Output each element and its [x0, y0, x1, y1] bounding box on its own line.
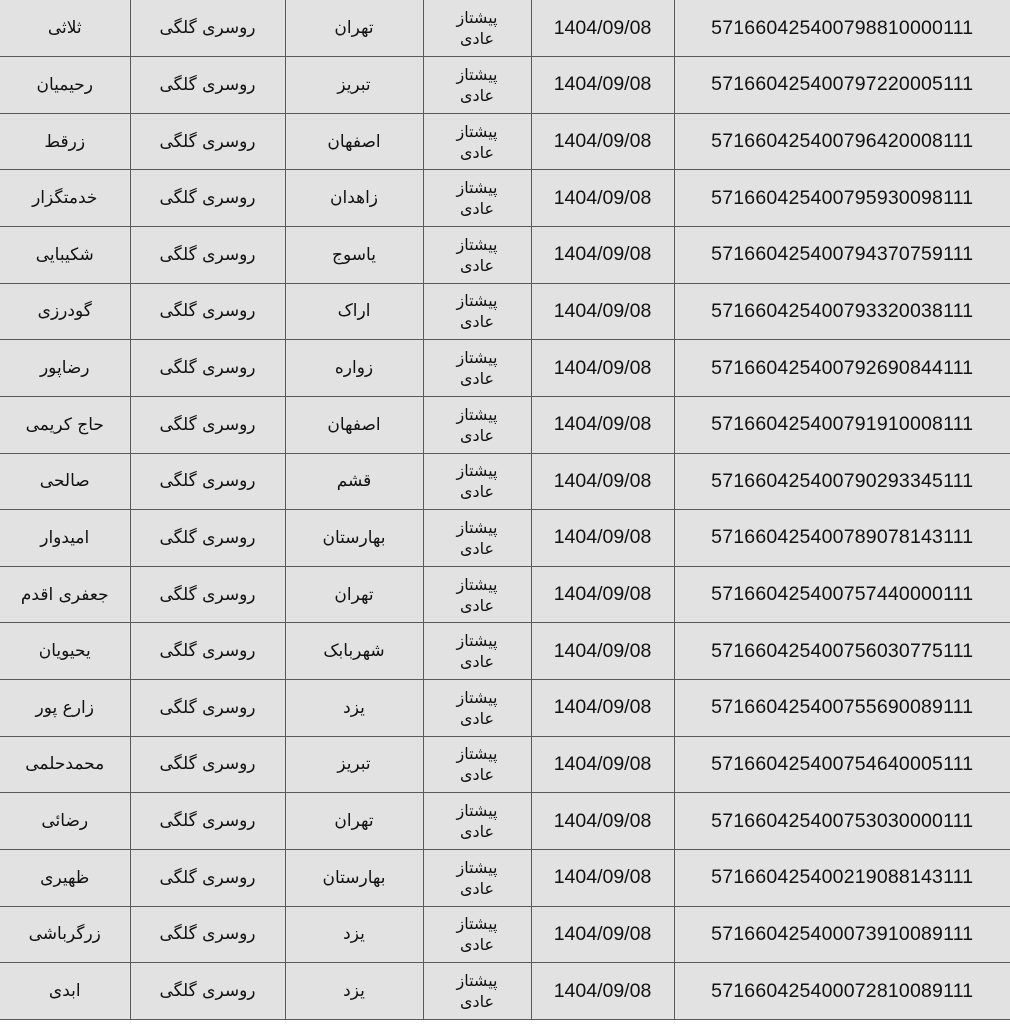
service-type-line2: عادی: [459, 595, 495, 615]
city-cell: تهران: [285, 0, 423, 57]
city-cell: اراک: [285, 283, 423, 340]
tracking-number-cell: 571660425400753030000111: [674, 793, 1010, 850]
service-type-line2: عادی: [459, 482, 495, 502]
recipient-name-cell: حاج کریمی: [0, 396, 130, 453]
table-row: [0, 736, 1010, 793]
service-type-line1: پیشتاز: [456, 857, 498, 877]
tracking-number-cell: 571660425400756030775111: [674, 623, 1010, 680]
date-cell: 1404/09/08: [531, 566, 674, 623]
recipient-name-cell: ابدی: [0, 963, 130, 1020]
service-type-line2: عادی: [459, 142, 495, 162]
date-cell: 1404/09/08: [531, 680, 674, 737]
table-row: [0, 453, 1010, 510]
product-cell: روسری گلگی: [130, 283, 285, 340]
service-type-line1: پیشتاز: [456, 178, 498, 198]
service-type-line2: عادی: [459, 312, 495, 332]
tracking-number-cell: 571660425400755690089111: [674, 680, 1010, 737]
service-type-line1: پیشتاز: [456, 574, 498, 594]
date-cell: 1404/09/08: [531, 736, 674, 793]
service-type-cell: [423, 0, 531, 57]
product-cell: روسری گلگی: [130, 0, 285, 57]
city-cell: یاسوج: [285, 227, 423, 284]
service-type-line2: عادی: [459, 935, 495, 955]
service-type-cell: [423, 566, 531, 623]
service-type-cell: [423, 680, 531, 737]
service-type-line1: پیشتاز: [456, 404, 498, 424]
service-type-cell: [423, 453, 531, 510]
recipient-name-cell: رحیمیان: [0, 57, 130, 114]
service-type-line1: پیشتاز: [456, 914, 498, 934]
product-cell: روسری گلگی: [130, 793, 285, 850]
table-row: [0, 510, 1010, 567]
product-cell: روسری گلگی: [130, 340, 285, 397]
table-row: [0, 566, 1010, 623]
service-type-cell: [423, 623, 531, 680]
tracking-number-cell: 571660425400072810089111: [674, 963, 1010, 1020]
recipient-name-cell: جعفری اقدم: [0, 566, 130, 623]
product-cell: روسری گلگی: [130, 849, 285, 906]
service-type-line1: پیشتاز: [456, 517, 498, 537]
service-type-line1: پیشتاز: [456, 8, 498, 28]
service-type-line2: عادی: [459, 878, 495, 898]
service-type-cell: [423, 283, 531, 340]
recipient-name-cell: گودرزی: [0, 283, 130, 340]
tracking-number-cell: 571660425400754640005111: [674, 736, 1010, 793]
date-cell: 1404/09/08: [531, 849, 674, 906]
service-type-line1: پیشتاز: [456, 64, 498, 84]
date-cell: 1404/09/08: [531, 57, 674, 114]
product-cell: روسری گلگی: [130, 170, 285, 227]
tracking-number-cell: 571660425400073910089111: [674, 906, 1010, 963]
date-cell: 1404/09/08: [531, 453, 674, 510]
recipient-name-cell: ثلاثی: [0, 0, 130, 57]
date-cell: 1404/09/08: [531, 113, 674, 170]
service-type-cell: [423, 793, 531, 850]
service-type-line2: عادی: [459, 29, 495, 49]
tracking-number-cell: 571660425400795930098111: [674, 170, 1010, 227]
table-row: [0, 623, 1010, 680]
table-row: [0, 906, 1010, 963]
product-cell: روسری گلگی: [130, 906, 285, 963]
table-row: [0, 849, 1010, 906]
table-row: [0, 227, 1010, 284]
product-cell: روسری گلگی: [130, 453, 285, 510]
date-cell: 1404/09/08: [531, 906, 674, 963]
recipient-name-cell: یحیویان: [0, 623, 130, 680]
tracking-number-cell: 571660425400797220005111: [674, 57, 1010, 114]
city-cell: بهارستان: [285, 849, 423, 906]
service-type-line1: پیشتاز: [456, 744, 498, 764]
tracking-number-cell: 571660425400798810000111: [674, 0, 1010, 57]
city-cell: یزد: [285, 680, 423, 737]
recipient-name-cell: زرگرباشی: [0, 906, 130, 963]
tracking-number-cell: 571660425400796420008111: [674, 113, 1010, 170]
service-type-line2: عادی: [459, 199, 495, 219]
product-cell: روسری گلگی: [130, 736, 285, 793]
table-row: [0, 0, 1010, 57]
table-row: [0, 963, 1010, 1020]
city-cell: زاهدان: [285, 170, 423, 227]
tracking-number-cell: 571660425400794370759111: [674, 227, 1010, 284]
recipient-name-cell: رضاپور: [0, 340, 130, 397]
tracking-number-cell: 571660425400792690844111: [674, 340, 1010, 397]
service-type-cell: [423, 736, 531, 793]
city-cell: اصفهان: [285, 113, 423, 170]
service-type-cell: [423, 57, 531, 114]
recipient-name-cell: زارع پور: [0, 680, 130, 737]
service-type-cell: [423, 510, 531, 567]
service-type-cell: [423, 113, 531, 170]
date-cell: 1404/09/08: [531, 510, 674, 567]
recipient-name-cell: رضائی: [0, 793, 130, 850]
date-cell: 1404/09/08: [531, 963, 674, 1020]
city-cell: تبریز: [285, 57, 423, 114]
service-type-line2: عادی: [459, 538, 495, 558]
service-type-cell: [423, 227, 531, 284]
city-cell: یزد: [285, 963, 423, 1020]
date-cell: 1404/09/08: [531, 170, 674, 227]
product-cell: روسری گلگی: [130, 57, 285, 114]
table-row: [0, 680, 1010, 737]
tracking-number-cell: 571660425400791910008111: [674, 396, 1010, 453]
recipient-name-cell: شکیبایی: [0, 227, 130, 284]
service-type-cell: [423, 340, 531, 397]
recipient-name-cell: محمدحلمی: [0, 736, 130, 793]
city-cell: زواره: [285, 340, 423, 397]
service-type-line2: عادی: [459, 708, 495, 728]
city-cell: بهارستان: [285, 510, 423, 567]
service-type-line2: عادی: [459, 765, 495, 785]
city-cell: یزد: [285, 906, 423, 963]
recipient-name-cell: ظهیری: [0, 849, 130, 906]
recipient-name-cell: زرقط: [0, 113, 130, 170]
product-cell: روسری گلگی: [130, 510, 285, 567]
service-type-line1: پیشتاز: [456, 801, 498, 821]
table-row: [0, 57, 1010, 114]
service-type-line2: عادی: [459, 425, 495, 445]
service-type-line2: عادی: [459, 255, 495, 275]
table-row: [0, 113, 1010, 170]
date-cell: 1404/09/08: [531, 283, 674, 340]
city-cell: شهربابک: [285, 623, 423, 680]
date-cell: 1404/09/08: [531, 396, 674, 453]
date-cell: 1404/09/08: [531, 793, 674, 850]
service-type-line1: پیشتاز: [456, 121, 498, 141]
table-row: [0, 793, 1010, 850]
date-cell: 1404/09/08: [531, 623, 674, 680]
tracking-number-cell: 571660425400757440000111: [674, 566, 1010, 623]
service-type-cell: [423, 170, 531, 227]
service-type-line1: پیشتاز: [456, 461, 498, 481]
table-row: [0, 170, 1010, 227]
recipient-name-cell: صالحی: [0, 453, 130, 510]
service-type-cell: [423, 849, 531, 906]
recipient-name-cell: امیدوار: [0, 510, 130, 567]
page-bottom-margin: [0, 1020, 1010, 1024]
table-row: [0, 283, 1010, 340]
service-type-line2: عادی: [459, 652, 495, 672]
tracking-number-cell: 571660425400793320038111: [674, 283, 1010, 340]
product-cell: روسری گلگی: [130, 680, 285, 737]
city-cell: اصفهان: [285, 396, 423, 453]
table-row: [0, 396, 1010, 453]
city-cell: تهران: [285, 793, 423, 850]
city-cell: قشم: [285, 453, 423, 510]
service-type-cell: [423, 396, 531, 453]
service-type-line1: پیشتاز: [456, 348, 498, 368]
service-type-line2: عادی: [459, 992, 495, 1012]
service-type-line1: پیشتاز: [456, 631, 498, 651]
table-row: [0, 340, 1010, 397]
date-cell: 1404/09/08: [531, 0, 674, 57]
city-cell: تبریز: [285, 736, 423, 793]
tracking-number-cell: 571660425400790293345111: [674, 453, 1010, 510]
service-type-line1: پیشتاز: [456, 234, 498, 254]
product-cell: روسری گلگی: [130, 396, 285, 453]
date-cell: 1404/09/08: [531, 227, 674, 284]
tracking-number-cell: 571660425400219088143111: [674, 849, 1010, 906]
tracking-number-cell: 571660425400789078143111: [674, 510, 1010, 567]
service-type-line1: پیشتاز: [456, 687, 498, 707]
product-cell: روسری گلگی: [130, 623, 285, 680]
recipient-name-cell: خدمتگزار: [0, 170, 130, 227]
product-cell: روسری گلگی: [130, 566, 285, 623]
product-cell: روسری گلگی: [130, 227, 285, 284]
service-type-line2: عادی: [459, 85, 495, 105]
service-type-line2: عادی: [459, 822, 495, 842]
date-cell: 1404/09/08: [531, 340, 674, 397]
service-type-line1: پیشتاز: [456, 291, 498, 311]
service-type-line1: پیشتاز: [456, 971, 498, 991]
service-type-line2: عادی: [459, 369, 495, 389]
product-cell: روسری گلگی: [130, 113, 285, 170]
service-type-cell: [423, 963, 531, 1020]
service-type-cell: [423, 906, 531, 963]
product-cell: روسری گلگی: [130, 963, 285, 1020]
city-cell: تهران: [285, 566, 423, 623]
